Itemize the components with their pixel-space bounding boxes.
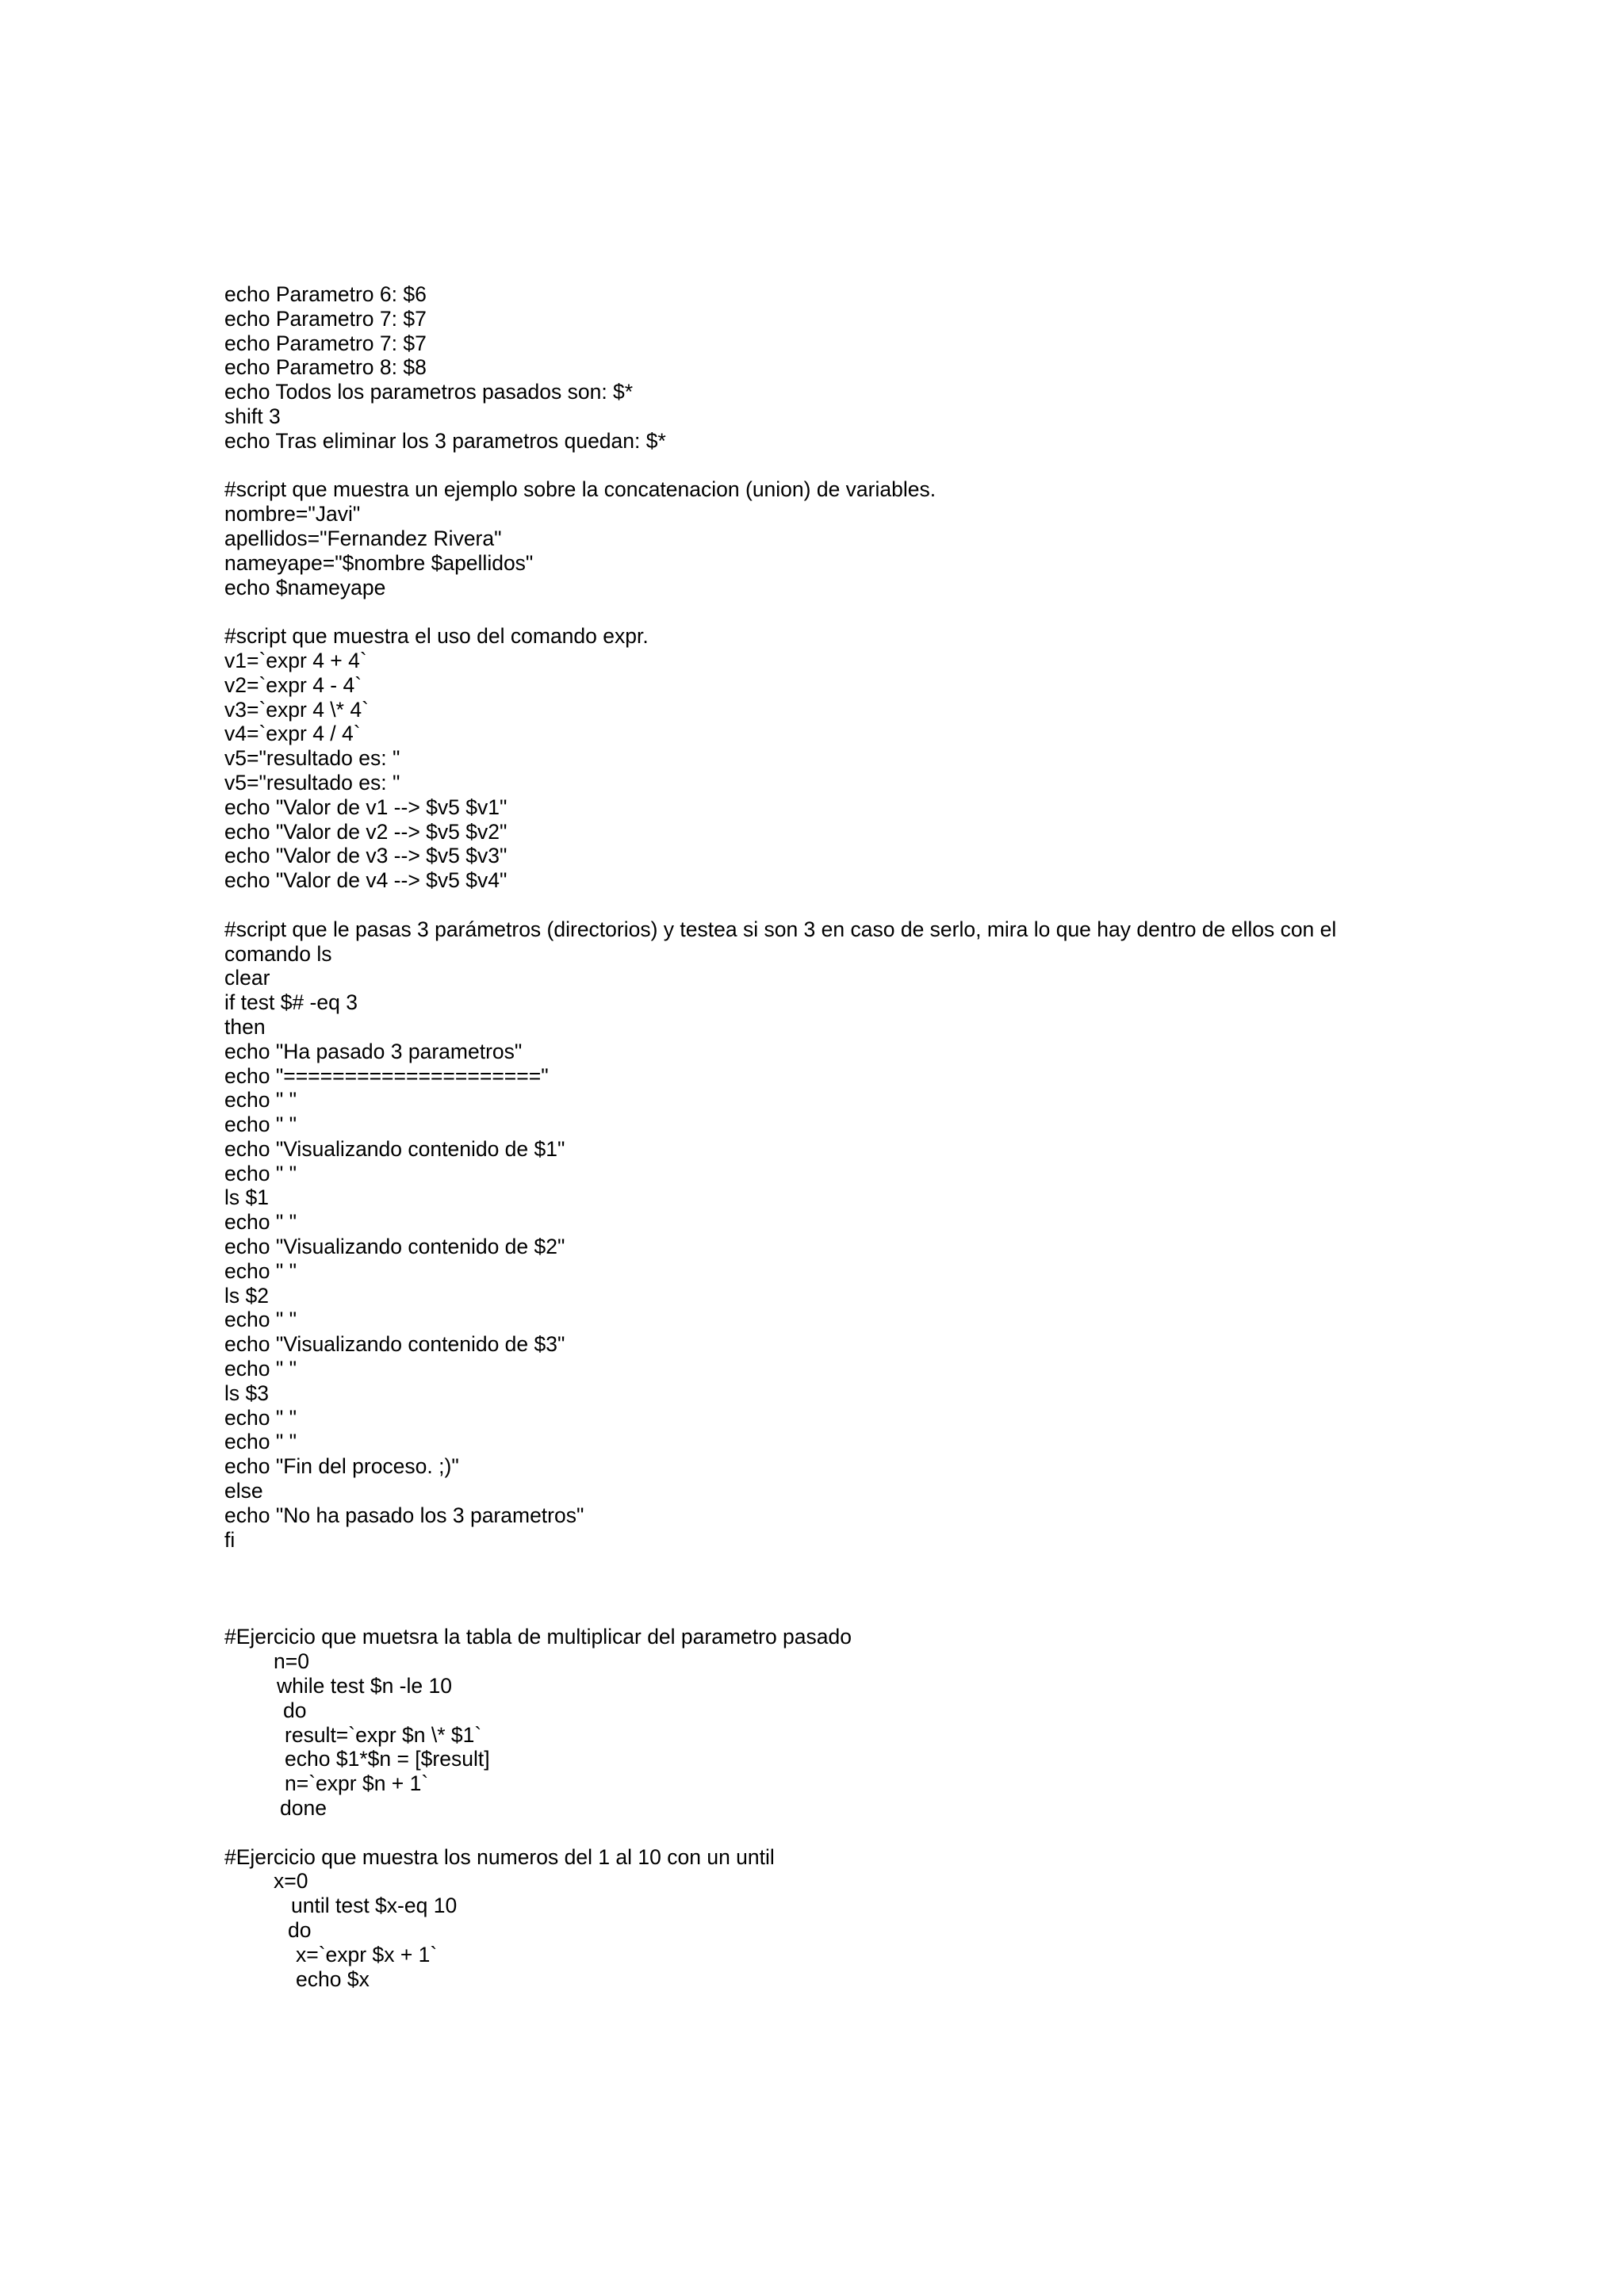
- code-line: echo " ": [224, 1161, 297, 1185]
- code-line: echo "=====================": [224, 1063, 549, 1088]
- code-line: v5="resultado es: ": [224, 746, 400, 771]
- blank-line: [224, 1552, 1572, 1625]
- code-line: n=0: [274, 1649, 309, 1674]
- code-line: until test $x-eq 10: [291, 1894, 458, 1918]
- code-line: echo "Ha pasado 3 parametros": [224, 1039, 523, 1063]
- code-line: else: [224, 1479, 263, 1503]
- code-line: echo "Visualizando contenido de $3": [224, 1332, 565, 1357]
- code-line: x=`expr $x + 1`: [296, 1942, 438, 1967]
- code-line: echo " ": [224, 1405, 297, 1430]
- code-line: echo " ": [224, 1088, 297, 1113]
- code-line: echo "Fin del proceso. ;)": [224, 1454, 459, 1479]
- params-block: [224, 282, 1572, 454]
- until-block: [224, 1845, 1572, 1992]
- code-line: ls $3: [224, 1381, 269, 1405]
- comment-line: #script que muestra un ejemplo sobre la concatenacion (union) de variables.: [224, 477, 936, 502]
- code-line: echo "Valor de v3 --> $v5 $v3": [224, 844, 508, 868]
- code-line: result=`expr $n \* $1`: [285, 1722, 482, 1747]
- code-line: echo $x: [296, 1967, 370, 1991]
- code-line: echo "Visualizando contenido de $2": [224, 1235, 565, 1259]
- multiplication-table-block: [224, 1625, 1572, 1820]
- code-line: echo " ": [224, 1210, 297, 1235]
- code-line: echo " ": [224, 1113, 297, 1137]
- code-line: echo Todos los parametros pasados son: $*: [224, 380, 634, 404]
- comment-line: #Ejercicio que muetsra la tabla de multiplicar del parametro pasado: [224, 1625, 852, 1649]
- blank-line: [224, 599, 1572, 624]
- code-line: do: [288, 1918, 312, 1942]
- code-line: x=0: [274, 1869, 308, 1894]
- code-line: done: [280, 1796, 327, 1821]
- code-line: ls $2: [224, 1283, 269, 1308]
- blank-line: [224, 454, 1572, 478]
- code-line: while test $n -le 10: [277, 1674, 452, 1698]
- document-page: [224, 282, 1572, 1991]
- code-line: fi: [224, 1527, 236, 1552]
- code-line: echo "No ha pasado los 3 parametros": [224, 1503, 584, 1527]
- code-line: echo " ": [224, 1357, 297, 1381]
- code-line: v1=`expr 4 + 4`: [224, 648, 367, 672]
- code-line: echo Tras eliminar los 3 parametros quedan: $*: [224, 428, 666, 453]
- code-line: n=`expr $n + 1`: [285, 1771, 429, 1796]
- code-line: echo $1*$n = [$result]: [285, 1747, 490, 1771]
- code-line: if test $# -eq 3: [224, 990, 358, 1015]
- code-line: echo Parametro 8: $8: [224, 355, 427, 380]
- code-line: echo " ": [224, 1430, 297, 1454]
- code-line: v3=`expr 4 \* 4`: [224, 697, 369, 722]
- code-line: echo $nameyape: [224, 575, 386, 599]
- ls-block: [224, 917, 1572, 1553]
- code-line: v4=`expr 4 / 4`: [224, 722, 361, 746]
- code-line: echo "Valor de v2 --> $v5 $v2": [224, 819, 508, 844]
- code-line: nameyape="$nombre $apellidos": [224, 550, 534, 575]
- concat-block: [224, 477, 1572, 599]
- code-line: echo "Visualizando contenido de $1": [224, 1136, 565, 1161]
- code-line: echo Parametro 7: $7: [224, 306, 427, 331]
- comment-line: #script que le pasas 3 parámetros (directorios) y testea si son 3 en caso de serlo, mira lo que hay dentro de ellos con el comando ls: [224, 917, 1342, 966]
- code-line: ls $1: [224, 1185, 269, 1210]
- code-line: then: [224, 1014, 266, 1039]
- code-line: nombre="Javi": [224, 502, 361, 527]
- code-line: echo " ": [224, 1308, 297, 1332]
- comment-line: #Ejercicio que muestra los numeros del 1 al 10 con un until: [224, 1844, 775, 1869]
- code-line: shift 3: [224, 404, 281, 428]
- code-line: clear: [224, 966, 270, 990]
- code-line: v2=`expr 4 - 4`: [224, 672, 362, 697]
- code-line: echo Parametro 6: $6: [224, 282, 427, 306]
- blank-line: [224, 1821, 1572, 1845]
- code-line: echo Parametro 7: $7: [224, 331, 427, 355]
- code-line: apellidos="Fernandez Rivera": [224, 526, 502, 550]
- expr-block: [224, 624, 1572, 893]
- code-line: echo "Valor de v1 --> $v5 $v1": [224, 795, 508, 819]
- code-line: do: [283, 1698, 307, 1722]
- blank-line: [224, 893, 1572, 917]
- comment-line: #script que muestra el uso del comando expr.: [224, 624, 649, 649]
- code-line: v5="resultado es: ": [224, 770, 400, 795]
- code-line: echo "Valor de v4 --> $v5 $v4": [224, 868, 508, 893]
- code-line: echo " ": [224, 1258, 297, 1283]
